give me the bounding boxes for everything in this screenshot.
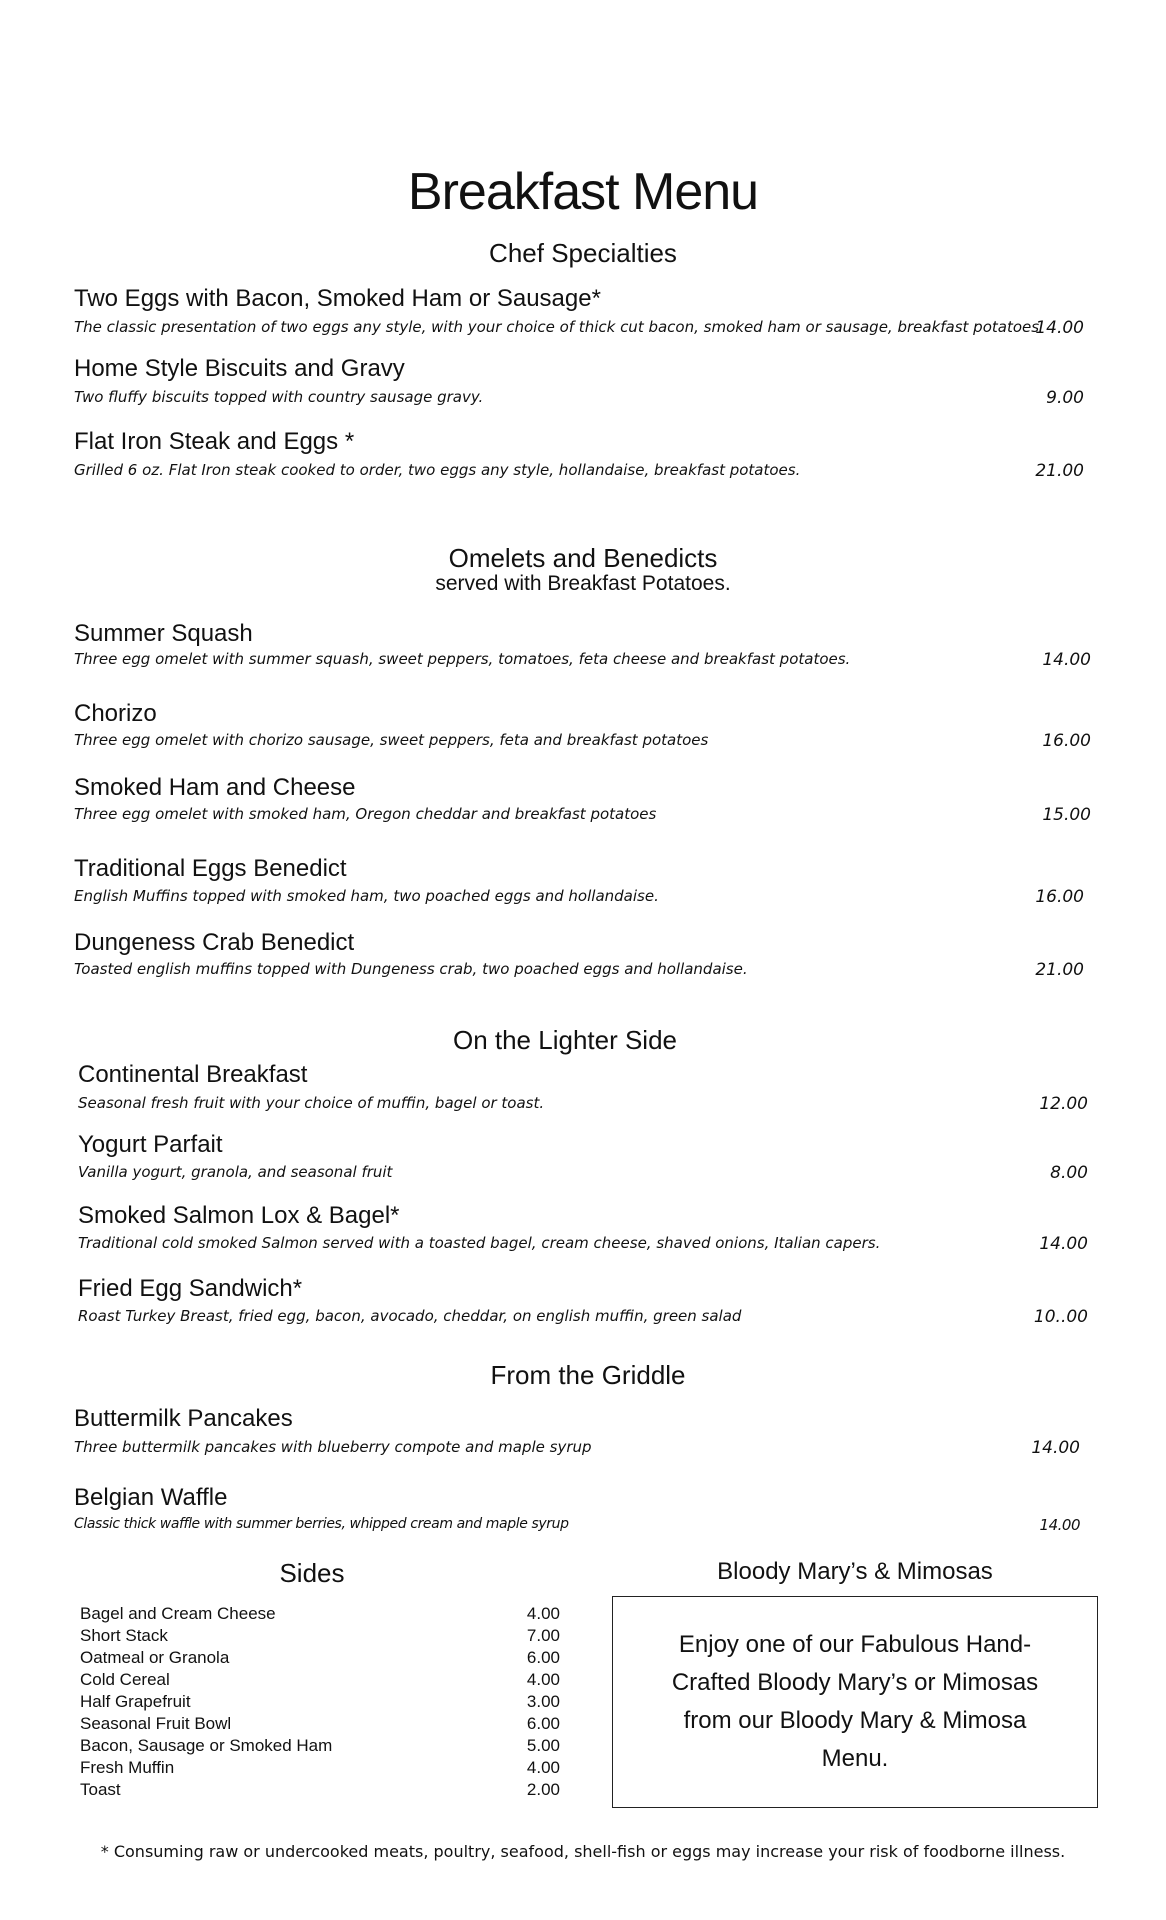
side-item-name: Half Grapefruit xyxy=(80,1692,191,1711)
menu-item-name: Two Eggs with Bacon, Smoked Ham or Sausage* xyxy=(74,285,601,312)
menu-item-description: Three egg omelet with summer squash, sweet peppers, tomatoes, feta cheese and breakfast potatoes. xyxy=(74,650,851,668)
side-item-name: Bagel and Cream Cheese xyxy=(80,1604,276,1623)
section-subtitle-omelets: served with Breakfast Potatoes. xyxy=(435,572,731,595)
side-item-name: Fresh Muffin xyxy=(80,1758,175,1777)
footnote: * Consuming raw or undercooked meats, poultry, seafood, shell-fish or eggs may increase your risk of foodborne illness. xyxy=(100,1842,1066,1861)
side-item-price: 4.00 xyxy=(526,1604,560,1623)
menu-item-price: 15.00 xyxy=(1042,805,1091,825)
side-item-name: Toast xyxy=(80,1780,121,1799)
side-item xyxy=(80,1625,560,1647)
side-item-price: 5.00 xyxy=(526,1736,560,1755)
section-title-lighter-side: On the Lighter Side xyxy=(452,1025,678,1055)
menu-item-description: Two fluffy biscuits topped with country sausage gravy. xyxy=(74,388,484,406)
menu-item-name: Fried Egg Sandwich* xyxy=(78,1275,303,1302)
side-item-price: 4.00 xyxy=(526,1758,560,1777)
menu-item-description: Vanilla yogurt, granola, and seasonal fruit xyxy=(78,1163,393,1181)
side-item-price: 3.00 xyxy=(526,1692,560,1711)
menu-item-description: Roast Turkey Breast, fried egg, bacon, avocado, cheddar, on english muffin, green salad xyxy=(78,1307,742,1325)
menu-item-name: Buttermilk Pancakes xyxy=(74,1405,293,1432)
menu-item-price: 14.00 xyxy=(1031,1438,1080,1458)
section-title-bloody-mary: Bloody Mary’s & Mimosas xyxy=(717,1558,993,1585)
side-item xyxy=(80,1647,560,1669)
side-item xyxy=(80,1757,560,1779)
menu-item-price: 16.00 xyxy=(1042,731,1091,751)
menu-item-description: Three buttermilk pancakes with blueberry compote and maple syrup xyxy=(74,1438,592,1456)
menu-item-name: Home Style Biscuits and Gravy xyxy=(74,355,405,382)
side-item xyxy=(80,1669,560,1691)
side-item-name: Short Stack xyxy=(80,1626,168,1645)
menu-item-name: Smoked Salmon Lox & Bagel* xyxy=(78,1202,400,1229)
menu-item-name: Traditional Eggs Benedict xyxy=(74,855,347,882)
menu-item-description: Seasonal fresh fruit with your choice of muffin, bagel or toast. xyxy=(78,1094,545,1112)
side-item-name: Oatmeal or Granola xyxy=(80,1648,230,1667)
menu-item-price: 8.00 xyxy=(1050,1163,1088,1183)
bloody-mary-text: Enjoy one of our Fabulous Hand-Crafted Bloody Mary’s or Mimosas from our Bloody Mary & Mimosa Menu. xyxy=(671,1631,1039,1772)
menu-item-description: Classic thick waffle with summer berries, whipped cream and maple syrup xyxy=(74,1516,569,1532)
side-item-name: Cold Cereal xyxy=(80,1670,170,1689)
side-item-name: Bacon, Sausage or Smoked Ham xyxy=(80,1736,333,1755)
menu-item-name: Summer Squash xyxy=(74,620,253,647)
menu-item-price: 16.00 xyxy=(1035,887,1084,907)
side-item-price: 6.00 xyxy=(526,1714,560,1733)
section-title-chef-specialties: Chef Specialties xyxy=(489,238,677,268)
menu-item-price: 21.00 xyxy=(1035,461,1084,481)
menu-item-name: Dungeness Crab Benedict xyxy=(74,929,355,956)
menu-item-price: 21.00 xyxy=(1035,960,1084,980)
menu-title: Breakfast Menu xyxy=(407,163,759,221)
section-title-griddle: From the Griddle xyxy=(490,1360,686,1390)
menu-item-description: English Muffins topped with smoked ham, two poached eggs and hollandaise. xyxy=(74,887,659,905)
side-item xyxy=(80,1691,560,1713)
section-title-omelets: Omelets and Benedicts xyxy=(448,543,718,573)
side-item xyxy=(80,1603,560,1625)
menu-item-name: Chorizo xyxy=(74,700,157,727)
menu-item-name: Smoked Ham and Cheese xyxy=(74,774,356,801)
menu-item-description: Grilled 6 oz. Flat Iron steak cooked to order, two eggs any style, hollandaise, breakfast potatoes. xyxy=(74,461,801,479)
menu-item-description: Three egg omelet with chorizo sausage, sweet peppers, feta and breakfast potatoes xyxy=(74,731,709,749)
menu-item-price: 9.00 xyxy=(1046,388,1084,408)
menu-item-description: The classic presentation of two eggs any style, with your choice of thick cut bacon, smoked ham or sausage, breakfast potatoes xyxy=(74,318,1040,336)
menu-item-price: 14.00 xyxy=(1039,1516,1080,1534)
menu-item-name: Flat Iron Steak and Eggs * xyxy=(74,428,355,455)
menu-item-name: Belgian Waffle xyxy=(74,1484,228,1511)
menu-item-description: Toasted english muffins topped with Dungeness crab, two poached eggs and hollandaise. xyxy=(74,960,748,978)
menu-item-price: 14.00 xyxy=(1035,318,1084,338)
menu-item-price: 14.00 xyxy=(1042,650,1091,670)
menu-item-price: 10..00 xyxy=(1033,1307,1088,1327)
side-item-price: 4.00 xyxy=(526,1670,560,1689)
side-item xyxy=(80,1779,560,1801)
menu-item-price: 12.00 xyxy=(1039,1094,1088,1114)
side-item-name: Seasonal Fruit Bowl xyxy=(80,1714,232,1733)
side-item xyxy=(80,1713,560,1735)
menu-item-description: Traditional cold smoked Salmon served with a toasted bagel, cream cheese, shaved onions, Italian capers. xyxy=(78,1234,881,1252)
bloody-mary-box xyxy=(612,1596,1098,1808)
side-item-price: 6.00 xyxy=(526,1648,560,1667)
side-item-price: 7.00 xyxy=(526,1626,560,1645)
side-item xyxy=(80,1735,560,1757)
sides-list xyxy=(80,1603,560,1801)
menu-item-price: 14.00 xyxy=(1039,1234,1088,1254)
side-item-price: 2.00 xyxy=(526,1780,560,1799)
menu-item-name: Yogurt Parfait xyxy=(78,1131,223,1158)
menu-item-description: Three egg omelet with smoked ham, Oregon cheddar and breakfast potatoes xyxy=(74,805,657,823)
menu-item-name: Continental Breakfast xyxy=(78,1061,308,1088)
section-title-sides: Sides xyxy=(279,1558,345,1588)
